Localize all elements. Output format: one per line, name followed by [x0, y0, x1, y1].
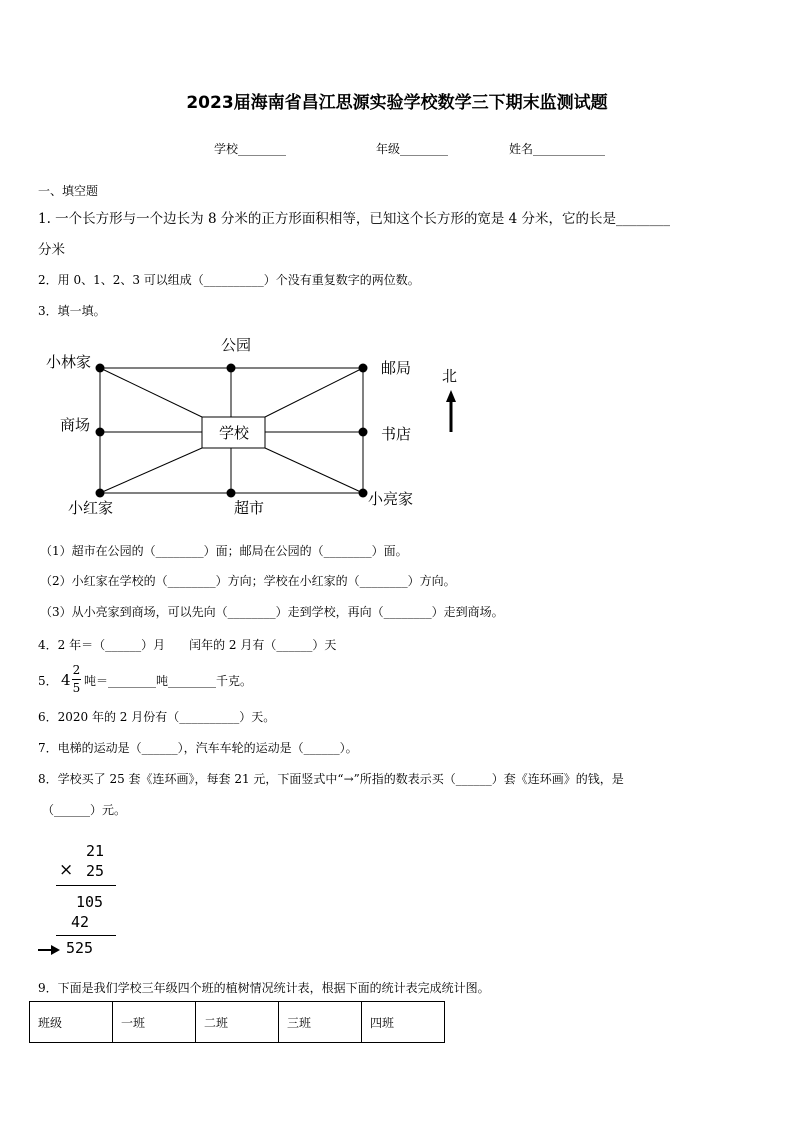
question-2: 2．用 0、1、2、3 可以组成（__________）个没有重复数字的两位数。 [38, 273, 420, 287]
label-bookstore: 书店 [381, 425, 412, 443]
table-header-cell: 三班 [279, 1002, 362, 1043]
calc-multiplicand: 21 [86, 842, 105, 860]
label-mall: 商场 [60, 416, 91, 434]
question-6: 6．2020 年的 2 月份有（__________）天。 [38, 710, 276, 724]
question-3-part2: （2）小红家在学校的（________）方向；学校在小红家的（________）方向。 [40, 574, 456, 588]
q5-numerator: 2 [72, 663, 81, 677]
question-8-line1: 8．学校买了 25 套《连环画》，每套 21 元，下面竖式中“→”所指的数表示买（______）套《连环画》的钱，是 [38, 772, 624, 786]
label-xiaolin: 小林家 [46, 353, 92, 371]
grade-field: 年级________ [376, 142, 449, 156]
calc-multiplier: 25 [86, 862, 105, 880]
table-row [30, 1002, 445, 1043]
name-field: 姓名____________ [509, 142, 606, 156]
label-north: 北 [442, 367, 458, 385]
q5-prefix: 5． [38, 674, 58, 688]
question-7: 7．电梯的运动是（______），汽车车轮的运动是（______）。 [38, 741, 358, 755]
q5-rest: 吨＝________吨________千克。 [84, 674, 253, 688]
calc-times: × [59, 860, 74, 880]
question-1-line2: 分米 [38, 242, 65, 258]
xiaolin-dot [96, 364, 105, 373]
page-title: 2023届海南省昌江思源实验学校数学三下期末监测试题 [186, 93, 608, 113]
table-header-cell: 班级 [30, 1002, 113, 1043]
table-header-cell: 一班 [113, 1002, 196, 1043]
section-heading: 一、填空题 [38, 184, 99, 198]
question-1-line1: 1. 一个长方形与一个边长为 8 分米的正方形面积相等，已知这个长方形的宽是 4 分米，它的长是________ [38, 211, 671, 227]
park-dot [227, 364, 236, 373]
direction-map [40, 330, 480, 525]
post-dot [359, 364, 368, 373]
school-field: 学校________ [214, 142, 287, 156]
label-supermarket: 超市 [234, 499, 265, 517]
question-4: 4．2 年＝（______）月 闰年的 2 月有（______）天 [38, 638, 337, 652]
label-school: 学校 [218, 424, 250, 442]
q5-denominator: 5 [72, 681, 81, 695]
label-xiaohong: 小红家 [68, 499, 114, 517]
north-arrow-icon [446, 390, 456, 432]
label-park: 公园 [220, 336, 252, 354]
calc-partial2: 42 [71, 913, 90, 931]
calc-partial1: 105 [76, 893, 104, 911]
mall-dot [96, 428, 105, 437]
xiaohong-dot [96, 489, 105, 498]
xiaoliang-dot [359, 489, 368, 498]
table-header-cell: 四班 [362, 1002, 445, 1043]
bookstore-dot [359, 428, 368, 437]
arrow-right-icon [38, 944, 60, 956]
label-xiaoliang: 小亮家 [368, 490, 414, 508]
label-post: 邮局 [381, 359, 412, 377]
question-3-part1: （1）超市在公园的（________）面；邮局在公园的（________）面。 [40, 544, 408, 558]
q5-whole: 4 [61, 671, 71, 689]
question-8-line2: （______）元。 [42, 803, 127, 817]
vertical-multiplication [38, 836, 128, 966]
question-9-stem: 9．下面是我们学校三年级四个班的植树情况统计表，根据下面的统计表完成统计图。 [38, 981, 490, 995]
supermarket-dot [227, 489, 236, 498]
table-header-cell: 二班 [196, 1002, 279, 1043]
question-3-part3: （3）从小亮家到商场，可以先向（________）走到学校，再向（________）走到商场。 [40, 605, 504, 619]
planting-table [29, 1001, 445, 1043]
calc-result: 525 [66, 939, 94, 957]
question-3-stem: 3．填一填。 [38, 304, 106, 318]
